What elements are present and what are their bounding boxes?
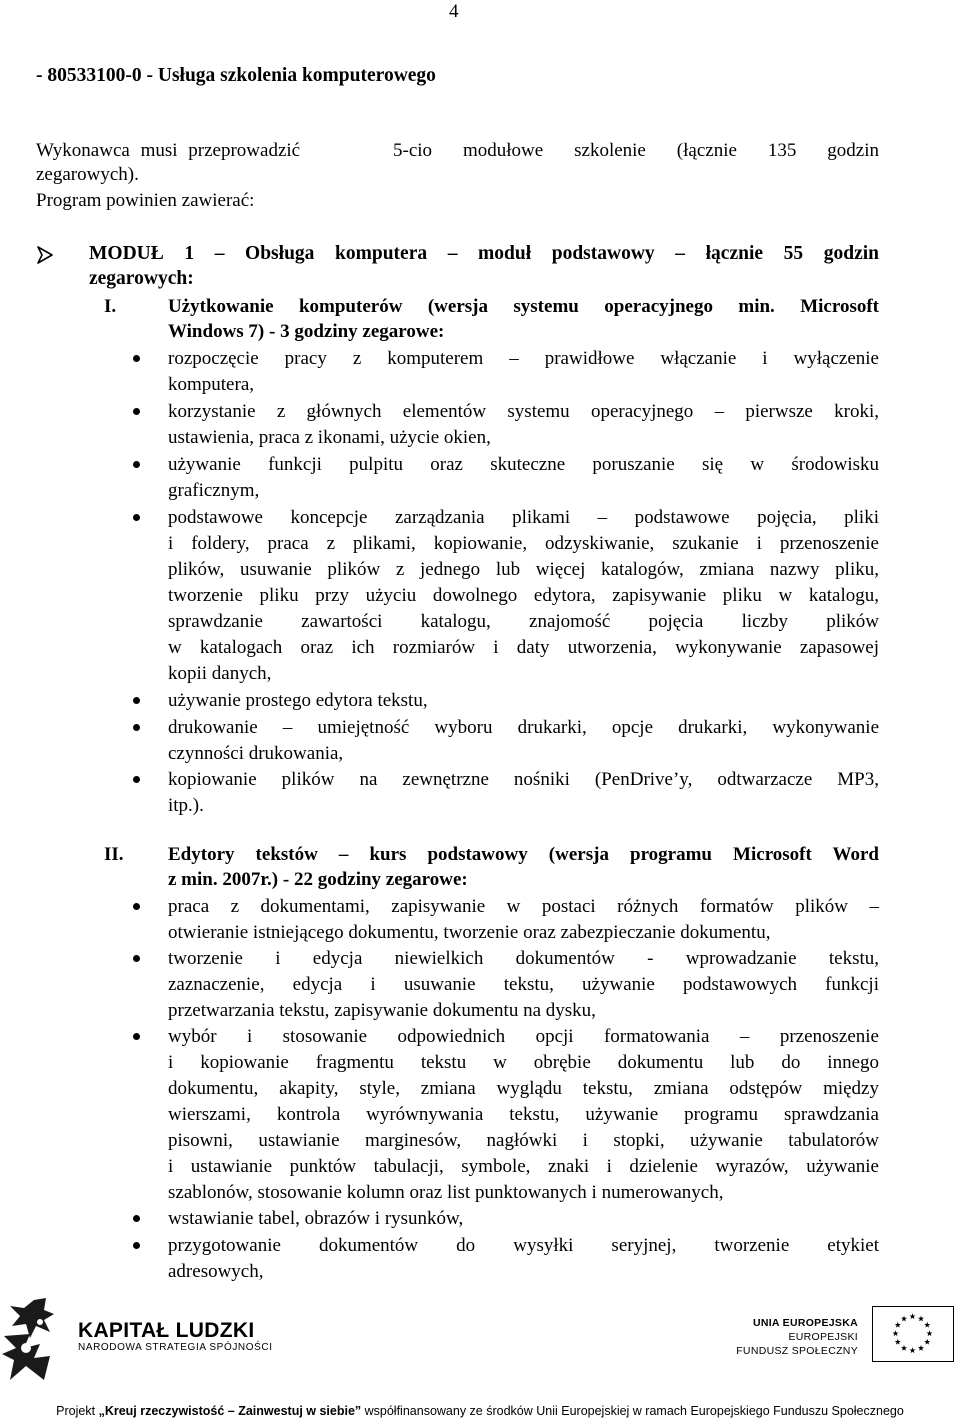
- eu-star-icon: [892, 1330, 898, 1336]
- bullet-icon: [133, 408, 140, 415]
- section-2-title-line-2: [168, 867, 879, 893]
- bullet-icon: [133, 1033, 140, 1040]
- page-number: 4: [449, 1, 459, 22]
- eu-star-icon: [909, 1313, 915, 1319]
- bullet-icon: [133, 724, 140, 731]
- eu-star-icon: [895, 1339, 901, 1345]
- eu-star-icon: [909, 1347, 915, 1353]
- ue-line-1: UNIA EUROPEJSKA: [752, 1317, 858, 1329]
- service-heading: - 80533100-0 - Usługa szkolenia komputerowego: [36, 65, 436, 86]
- eu-star-icon: [918, 1316, 924, 1322]
- section-2-title-line-1: Edytory tekstów – kurs podstawowy (wersja programu Microsoft Word: [168, 844, 879, 865]
- ue-text-block: [700, 1316, 858, 1358]
- footer: [0, 1403, 960, 1419]
- section-2-item-line: przygotowanie dokumentów do wysyłki seryjnej, tworzenie etykiet: [168, 1234, 879, 1256]
- eu-star-icon: [895, 1322, 901, 1328]
- bullet-icon: [133, 514, 140, 521]
- section-1-item-line: używanie funkcji pulpitu oraz skuteczne poruszanie się w środowisku: [168, 453, 879, 475]
- section-1-item-line: kopiowanie plików na zewnętrzne nośniki (PenDrive’y, odtwarzacze MP3,: [168, 769, 879, 791]
- bullet-icon: [133, 355, 140, 362]
- section-1-item-line: ustawienia, praca z ikonami, użycie okien,: [168, 426, 491, 448]
- eu-star-icon: [918, 1345, 924, 1351]
- bullet-icon: [133, 776, 140, 783]
- intro-line-1-left: Wykonawca musi przeprowadzić: [36, 140, 301, 161]
- eu-star-icon: [924, 1322, 930, 1328]
- section-2-item-line: szablonów, stosowanie kolumn oraz list punktowanych i numerowanych,: [168, 1182, 724, 1204]
- eu-star-icon: [901, 1316, 907, 1322]
- section-1-item-line: tworzenie pliku przy użyciu dowolnego edytora, zapisywanie pliku w katalogu,: [168, 584, 879, 606]
- footer-funding: współfinansowany ze środków Unii Europejskiej w ramach Europejskiego Funduszu Społecznego: [361, 1404, 904, 1418]
- section-1-item-line: w katalogach oraz ich rozmiarów i daty utworzenia, wykonywanie zapasowej: [168, 636, 879, 658]
- intro-line-2: zegarowych).: [36, 164, 139, 185]
- section-1-item-line: komputera,: [168, 374, 255, 395]
- section-1-item-line: i foldery, praca z plikami, kopiowanie, odzyskiwanie, szukanie i przenoszenie: [168, 532, 879, 554]
- bullet-icon: [133, 1242, 140, 1249]
- module-arrow-icon: [36, 245, 56, 265]
- ue-line-3: FUNDUSZ SPOŁECZNY: [736, 1345, 858, 1357]
- section-1-title-line-2: Windows 7) - 3 godziny zegarowe:: [168, 321, 445, 342]
- module-1-title-line-1: MODUŁ 1 – Obsługa komputera – moduł podstawowy – łącznie 55 godzin: [89, 243, 879, 264]
- section-2-item-line: zaznaczenie, edycja i usuwanie tekstu, używanie podstawowych funkcji: [168, 974, 879, 996]
- section-2-item-line: wstawianie tabel, obrazów i rysunków,: [168, 1208, 464, 1230]
- section-1-item-line: graficznym,: [168, 479, 260, 501]
- section-2-item-line: wybór i stosowanie odpowiednich opcji formatowania – przenoszenie: [168, 1026, 879, 1048]
- section-1-item-line: itp.).: [168, 795, 204, 817]
- kapital-ludzki-emblem: [0, 1296, 62, 1382]
- ue-line-2: EUROPEJSKI: [788, 1331, 858, 1343]
- section-2-item-line: tworzenie i edycja niewielkich dokumentów - wprowadzanie tekstu,: [168, 948, 879, 970]
- bullet-icon: [133, 1215, 140, 1222]
- section-1-item-line: kopii danych,: [168, 662, 272, 684]
- section-1-item-line: drukowanie – umiejętność wyboru drukarki, opcje drukarki, wykonywanie: [168, 716, 879, 738]
- kapital-ludzki-subtitle: NARODOWA STRATEGIA SPÓJNOŚCI: [78, 1342, 273, 1353]
- section-1-title-line-1: Użytkowanie komputerów (wersja systemu operacyjnego min. Microsoft: [168, 296, 879, 317]
- kapital-ludzki-title: KAPITAŁ LUDZKI: [78, 1319, 255, 1342]
- eu-star-icon: [924, 1339, 930, 1345]
- eu-flag-icon: [872, 1306, 954, 1362]
- bullet-icon: [133, 461, 140, 468]
- section-1-item-line: sprawdzanie zawartości katalogu, znajomość pojęcia liczby plików: [168, 610, 879, 632]
- section-2-item-line: otwieranie istniejącego dokumentu, tworzenie oraz zabezpieczanie dokumentu,: [168, 922, 771, 943]
- bullet-icon: [133, 955, 140, 962]
- footer-project-title: „Kreuj rzeczywistość – Zainwestuj w siebie”: [98, 1404, 362, 1418]
- section-2-item-line: praca z dokumentami, zapisywanie w postaci różnych formatów plików –: [168, 896, 879, 917]
- section-2-numeral: II.: [104, 844, 124, 865]
- section-2-item-line: adresowych,: [168, 1260, 264, 1282]
- bullet-icon: [133, 903, 140, 910]
- section-2-item-line: przetwarzania tekstu, zapisywanie dokumentu na dysku,: [168, 1000, 596, 1022]
- section-2-title-version: z min. 2007r.: [168, 869, 272, 890]
- section-1-numeral: I.: [104, 296, 117, 317]
- section-2-item-line: dokumentu, akapity, style, zmiana wyglądu tekstu, zmiana odstępów między: [168, 1078, 879, 1100]
- eu-star-icon: [901, 1345, 907, 1351]
- intro-line-1-right: 5-cio modułowe szkolenie (łącznie 135 godzin: [393, 140, 879, 161]
- section-1-item-line: plików, usuwanie plików z jednego lub więcej katalogów, zmiana nazwy pliku,: [168, 558, 879, 580]
- module-1-title-line-2: zegarowych:: [89, 268, 194, 289]
- section-1-item-line: podstawowe koncepcje zarządzania plikami – podstawowe pojęcia, pliki: [168, 506, 879, 528]
- section-2-title-hours: ) - 22 godziny zegarowe:: [271, 869, 468, 890]
- section-1-item-line: czynności drukowania,: [168, 742, 344, 764]
- section-2-item-line: wierszami, kontrola wyrównywania tekstu, używanie programu sprawdzania: [168, 1104, 879, 1126]
- section-2-item-line: pisowni, ustawianie marginesów, nagłówki i stopki, używanie tabulatorów: [168, 1130, 879, 1152]
- bullet-icon: [133, 697, 140, 704]
- intro-line-3: Program powinien zawierać:: [36, 190, 255, 211]
- section-1-item-line: korzystanie z głównych elementów systemu operacyjnego – pierwsze kroki,: [168, 400, 879, 422]
- eu-star-icon: [926, 1330, 932, 1336]
- section-2-item-line: i kopiowanie fragmentu tekstu w obrębie dokumentu lub do innego: [168, 1052, 879, 1074]
- footer-prefix: Projekt: [56, 1404, 99, 1418]
- section-1-item-line: używanie prostego edytora tekstu,: [168, 689, 428, 711]
- section-2-item-line: i ustawianie punktów tabulacji, symbole, znaki i dzielenie wyrazów, używanie: [168, 1156, 879, 1178]
- section-1-item-line: rozpoczęcie pracy z komputerem – prawidłowe włączanie i wyłączenie: [168, 348, 879, 369]
